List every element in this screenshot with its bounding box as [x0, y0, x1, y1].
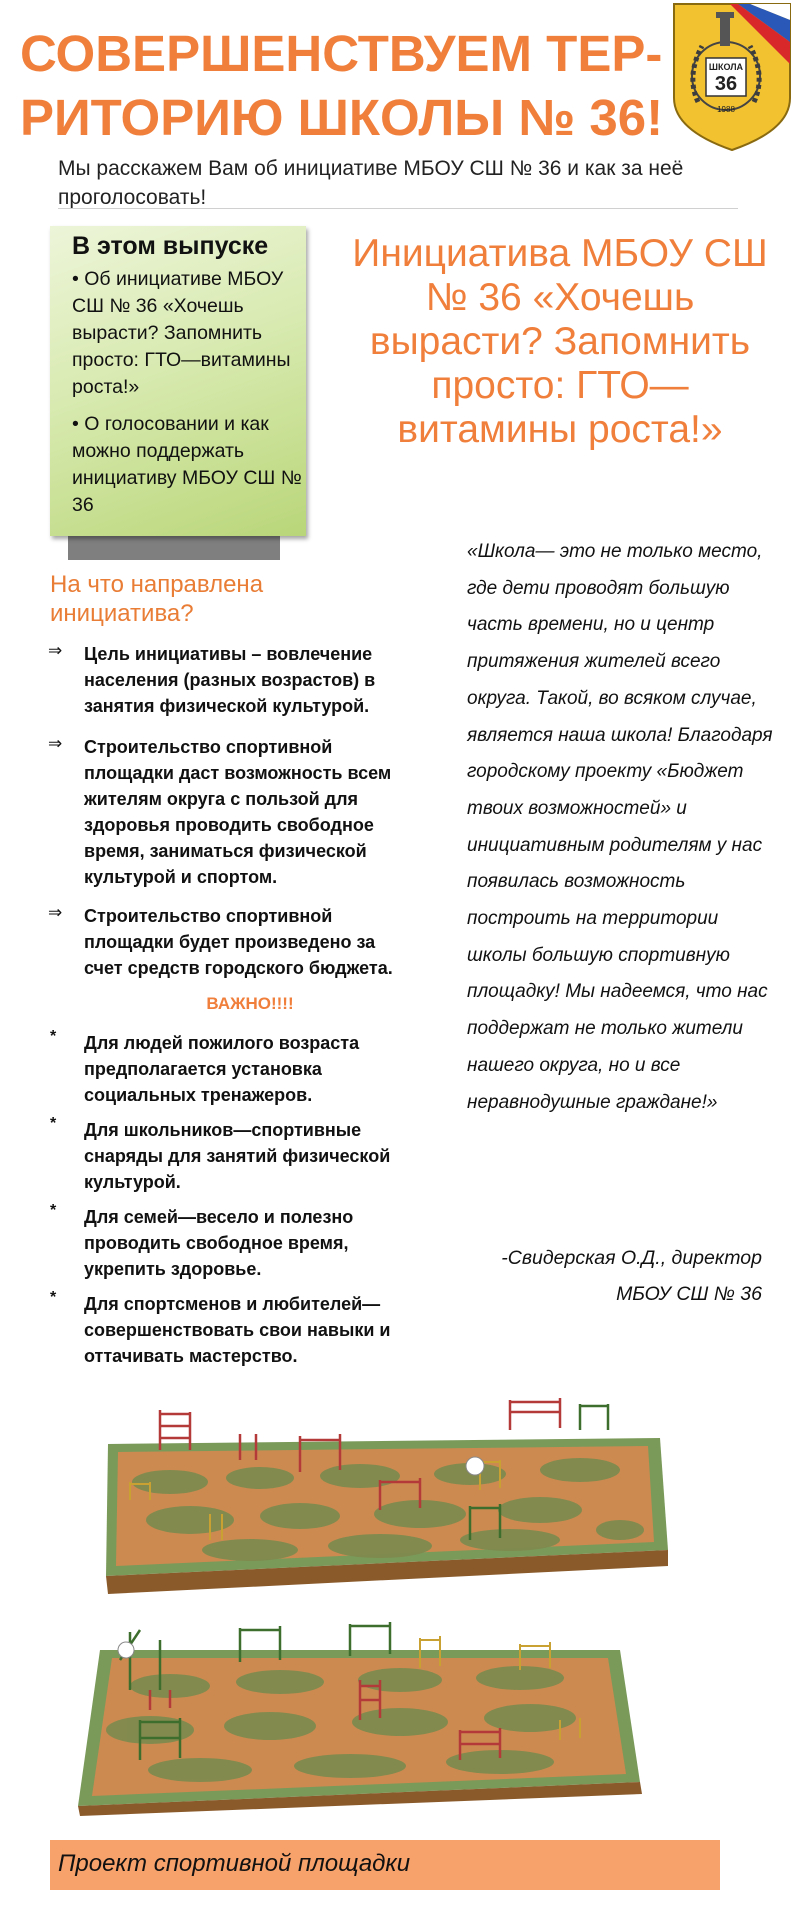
arrow-icon: ⇒	[48, 734, 63, 753]
page-title	[20, 22, 680, 150]
title-line-2: РИТОРИЮ ШКОЛЫ № 36!	[20, 89, 664, 146]
image-caption: Проект спортивной площадки	[58, 1850, 411, 1877]
in-this-issue-heading: В этом выпуске	[72, 232, 269, 260]
sports-ground-render-bottom	[60, 1610, 680, 1820]
asterisk-icon: *	[50, 1028, 57, 1045]
school-emblem	[668, 2, 796, 152]
issue-item: • О голосовании и как можно поддержать инициативу МБОУ СШ № 36	[72, 413, 302, 516]
quote-author-name: -Свидерская О.Д., директор	[501, 1247, 762, 1269]
intro-text: Мы расскажем Вам об инициативе МБОУ СШ № 36 и как за неё проголосовать!	[58, 157, 684, 209]
sports-ground-render-top	[60, 1390, 680, 1600]
important-point-text: Для людей пожилого возраста предполагается установка социальных тренажеров.	[84, 1033, 360, 1105]
important-label: ВАЖНО!!!!	[206, 994, 294, 1013]
asterisk-icon: *	[50, 1289, 57, 1306]
important-point-text: Для семей—весело и полезно проводить свободное время, укрепить здоровье.	[84, 1207, 354, 1279]
arrow-icon: ⇒	[48, 641, 63, 660]
important-point	[48, 1030, 418, 1108]
important-point-text: Для школьников—спортивные снаряды для занятий физической культурой.	[84, 1120, 391, 1192]
asterisk-icon: *	[50, 1202, 57, 1219]
aim-point-text: Цель инициативы – вовлечение населения (разных возрастов) в занятия физической культурой.	[84, 644, 376, 716]
director-quote: «Школа— это не только место, где дети проводят большую часть времени, но и центр притяжения жителей всего округа. Такой, во всяком случае, является наша школа! Благодаря городскому проекту «Бюджет твоих возможностей» и инициативным родителям у нас появилась возможность построить на территории школы большую спортивную площадку! Мы надеемся, что нас поддержат не только жители нашего округа, но и все неравнодушные граждане!»	[467, 541, 773, 1113]
divider	[58, 208, 738, 209]
asterisk-icon: *	[50, 1115, 57, 1132]
in-this-issue-box	[50, 226, 306, 536]
aim-heading: На что направлена инициатива?	[50, 571, 264, 627]
initiative-title: Инициатива МБОУ СШ № 36 «Хочешь вырасти? Запомнить просто: ГТО—витамины роста!»	[352, 232, 768, 451]
quote-author-org: МБОУ СШ № 36	[616, 1283, 762, 1305]
quote-author	[440, 1240, 762, 1312]
emblem-year: 1988	[717, 105, 735, 114]
arrow-icon: ⇒	[48, 903, 63, 922]
aim-point-text: Строительство спортивной площадки даст возможность всем жителям округа с пользой для здоровья проводить свободное время, заниматься физической культурой и спортом.	[84, 737, 392, 887]
emblem-word: ШКОЛА	[708, 62, 744, 72]
title-line-1: СОВЕРШЕНСТВУЕМ ТЕР-	[20, 25, 663, 82]
aim-point	[48, 734, 418, 890]
aim-point	[48, 641, 418, 719]
issue-item: • Об инициативе МБОУ СШ № 36 «Хочешь вырасти? Запомнить просто: ГТО—витамины роста!»	[72, 268, 291, 398]
aim-point-text: Строительство спортивной площадки будет произведено за счет средств городского бюджета.	[84, 906, 393, 978]
aim-point	[48, 903, 418, 981]
important-point-text: Для спортсменов и любителей—совершенствовать свои навыки и оттачивать мастерство.	[84, 1294, 391, 1366]
emblem-number: 36	[714, 73, 738, 95]
important-point	[48, 1291, 418, 1369]
important-point	[48, 1204, 418, 1282]
important-point	[48, 1117, 418, 1195]
